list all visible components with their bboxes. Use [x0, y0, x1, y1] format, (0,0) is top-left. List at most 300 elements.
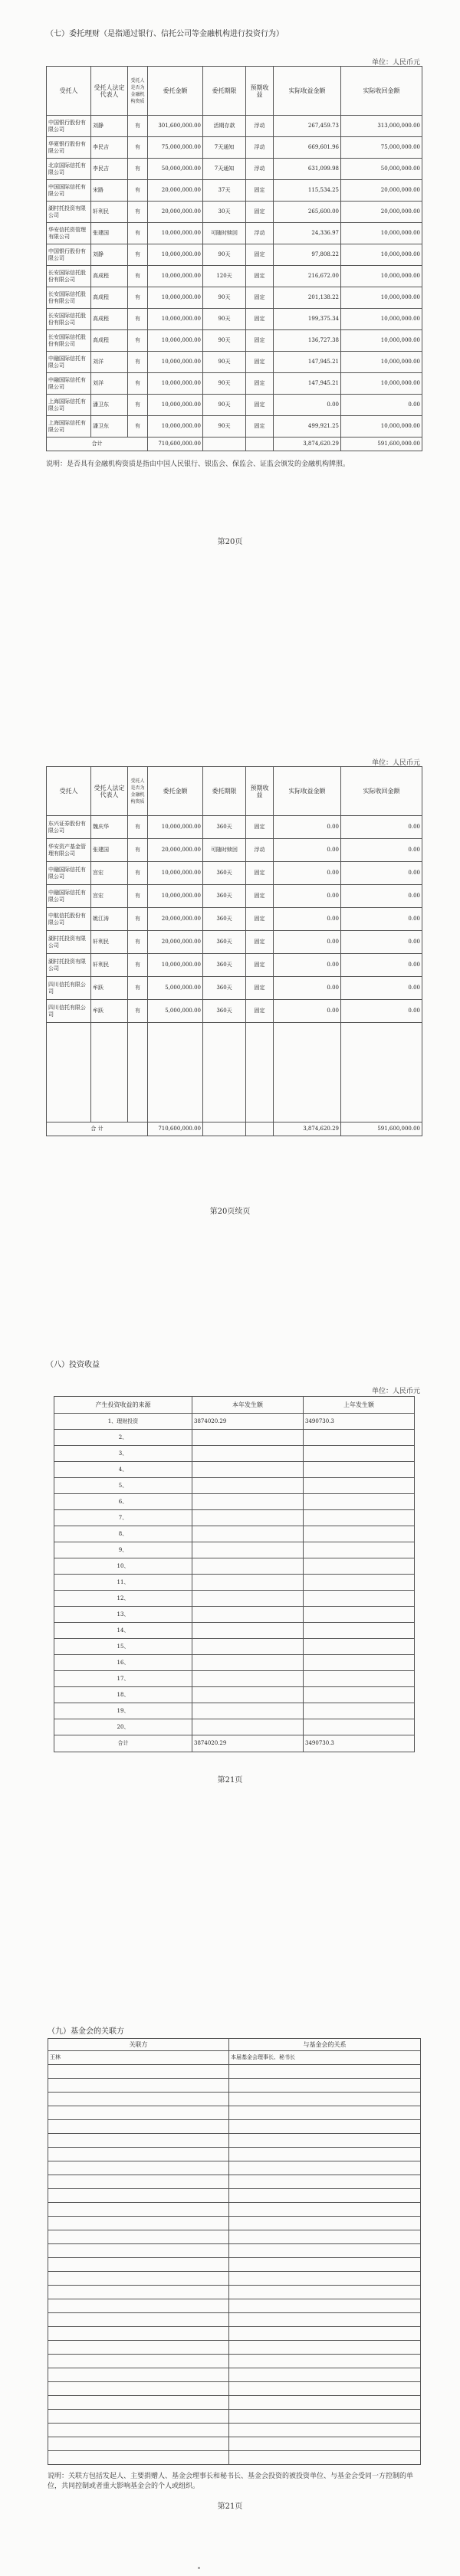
- cell-src: 5、: [54, 1478, 192, 1494]
- cell-term: 360天: [203, 862, 246, 885]
- cell-fin: 有: [128, 373, 148, 395]
- empty-cell: [229, 2120, 421, 2134]
- cell-recovered: 10,000,000.00: [341, 330, 422, 352]
- cell-recovered: 20,000,000.00: [341, 180, 422, 202]
- cell-term: 37天: [203, 180, 246, 202]
- table-row: [54, 1478, 415, 1494]
- empty-cell: [48, 2093, 229, 2106]
- cell-cur: [192, 1703, 304, 1719]
- empty-row: [48, 2065, 421, 2079]
- empty-row: [48, 2299, 421, 2313]
- cell-amount: 10,000,000.00: [148, 352, 203, 373]
- col-header: 委托金额: [148, 67, 203, 116]
- cell-cur: [192, 1526, 304, 1542]
- empty-cell: [229, 2106, 421, 2120]
- cell-recovered: 0.00: [341, 954, 422, 977]
- empty-row: [48, 2230, 421, 2244]
- cell-cur: [192, 1478, 304, 1494]
- cell-src: 18、: [54, 1687, 192, 1703]
- empty-cell: [229, 2368, 421, 2382]
- page-number: 第20页续页: [209, 1208, 251, 1216]
- col-header: 预期收益: [246, 67, 274, 116]
- cell-src: 8、: [54, 1526, 192, 1542]
- empty-cell: [48, 2410, 229, 2424]
- empty-cell: [229, 2244, 421, 2258]
- col-header: 受托人是否为金融机构资质: [128, 767, 148, 816]
- total-recovered: 591,600,000.00: [341, 438, 422, 451]
- table-row: [54, 1542, 415, 1558]
- cell-recovered: 0.00: [341, 862, 422, 885]
- cell-prev: [304, 1446, 415, 1462]
- cell-term: 360天: [203, 931, 246, 954]
- unit-label: 单位：人民币元: [371, 759, 420, 767]
- empty-cell: [229, 2286, 421, 2299]
- empty-cell: [229, 2382, 421, 2396]
- empty-cell: [229, 2327, 421, 2341]
- empty-cell: [48, 2299, 229, 2313]
- cell-fin: 有: [128, 977, 148, 1000]
- cell-prev: [304, 1639, 415, 1655]
- cell-type: 浮动: [246, 839, 274, 862]
- cell-gain: 0.00: [274, 862, 341, 885]
- cell-cur: [192, 1671, 304, 1687]
- cell-prev: [304, 1703, 415, 1719]
- cell-prev: [304, 1671, 415, 1687]
- cell-type: 固定: [246, 954, 274, 977]
- page-20-continued: [0, 613, 460, 1264]
- table-body: [47, 816, 422, 1023]
- cell-rep: 魏庆华: [91, 816, 128, 839]
- empty-row: [48, 2161, 421, 2175]
- total-label: 合计: [47, 438, 148, 451]
- cell-recovered: 10,000,000.00: [341, 223, 422, 244]
- cell-src: 19、: [54, 1703, 192, 1719]
- cell-recovered: 50,000,000.00: [341, 159, 422, 180]
- cell-amount: 5,000,000.00: [148, 1000, 203, 1023]
- col-header: 实际收益金额: [274, 67, 341, 116]
- cell-cur: [192, 1510, 304, 1526]
- cell-type: 固定: [246, 862, 274, 885]
- cell-term: 可随时赎回: [203, 839, 246, 862]
- empty-cell: [229, 2410, 421, 2424]
- cell-rep: 刘洋: [91, 373, 128, 395]
- cell-cur: [192, 1623, 304, 1639]
- cell-fin: 有: [128, 1000, 148, 1023]
- cell-src: 10、: [54, 1558, 192, 1575]
- empty-row: [48, 2424, 421, 2437]
- cell-recovered: 313,000,000.00: [341, 116, 422, 137]
- cell-type: 固定: [246, 330, 274, 352]
- empty-row: [48, 2368, 421, 2382]
- page-number: 第21页: [217, 2502, 243, 2511]
- cell-rep: 轩利民: [91, 954, 128, 977]
- cell-rep: 宋路: [91, 180, 128, 202]
- cell-gain: 199,375.34: [274, 309, 341, 330]
- cell-type: 固定: [246, 395, 274, 416]
- empty-cell: [48, 2327, 229, 2341]
- cell-type: 浮动: [246, 159, 274, 180]
- cell-type: 固定: [246, 885, 274, 908]
- cell-rep: 牟跃: [91, 1000, 128, 1023]
- cell-src: 16、: [54, 1655, 192, 1671]
- total-amount: 710,600,000.00: [148, 438, 203, 451]
- empty-cell: [48, 2437, 229, 2451]
- cell-rep: 姚江涛: [91, 908, 128, 931]
- page-20: [0, 0, 460, 613]
- cell-fin: 有: [128, 159, 148, 180]
- cell-term: 可随时赎回: [203, 223, 246, 244]
- table-row: [47, 309, 422, 330]
- empty-row: [48, 2244, 421, 2258]
- empty-cell: [48, 2189, 229, 2203]
- cell-fin: 有: [128, 266, 148, 287]
- empty-cell: [229, 2272, 421, 2286]
- table-row: [48, 2051, 421, 2065]
- cell-prev: [304, 1719, 415, 1735]
- cell-prev: [304, 1687, 415, 1703]
- cell-rep: 刘洋: [91, 352, 128, 373]
- empty-row: [48, 2203, 421, 2217]
- table-row: [47, 1000, 422, 1023]
- page-number: 第20页: [217, 538, 243, 546]
- cell-type: 固定: [246, 352, 274, 373]
- cell-trustee: 中国银行股份有限公司: [47, 244, 91, 266]
- page-21-related-parties: [0, 1954, 460, 2576]
- cell-src: 17、: [54, 1671, 192, 1687]
- cell-cur: [192, 1430, 304, 1446]
- cell-amount: 10,000,000.00: [148, 395, 203, 416]
- cell-gain: 267,459.73: [274, 116, 341, 137]
- cell-fin: 有: [128, 954, 148, 977]
- cell-gain: 201,138.22: [274, 287, 341, 309]
- table-row: [54, 1446, 415, 1462]
- cell-gain: 0.00: [274, 816, 341, 839]
- cell-term: 活期存款: [203, 116, 246, 137]
- cell-rep: 刘静: [91, 244, 128, 266]
- table-row: [47, 373, 422, 395]
- cell-rep: 李民吉: [91, 159, 128, 180]
- cell-rep: 潘卫东: [91, 395, 128, 416]
- cell-gain: 0.00: [274, 908, 341, 931]
- cell-trustee: 上海国际信托有限公司: [47, 395, 91, 416]
- cell-gain: 0.00: [274, 885, 341, 908]
- table-row: [47, 977, 422, 1000]
- cell-rep: 轩利民: [91, 931, 128, 954]
- empty-cell: [48, 2396, 229, 2410]
- cell-fin: 有: [128, 309, 148, 330]
- cell-fin: 有: [128, 416, 148, 438]
- cell-amount: 75,000,000.00: [148, 137, 203, 159]
- cell-recovered: 10,000,000.00: [341, 244, 422, 266]
- page-number: 第21页: [217, 1776, 243, 1785]
- qualification-note: 说明：是否具有金融机构资质是指由中国人民银行、银监会、保监会、证监会颁发的金融机构牌照。: [46, 460, 350, 468]
- empty-cell: [229, 2093, 421, 2106]
- cell-cur: [192, 1639, 304, 1655]
- col-header: 本年发生额: [192, 1397, 304, 1414]
- cell-cur: [192, 1687, 304, 1703]
- col-header: 受托人: [47, 767, 91, 816]
- table-row: [47, 931, 422, 954]
- cell-trustee: 长安国际信托股份有限公司: [47, 309, 91, 330]
- empty-row: [48, 2286, 421, 2299]
- table-row: [54, 1462, 415, 1478]
- table-body: [47, 116, 422, 438]
- cell-amount: 10,000,000.00: [148, 266, 203, 287]
- cell-fin: 有: [128, 352, 148, 373]
- cell-src: 9、: [54, 1542, 192, 1558]
- cell-gain: 115,534.25: [274, 180, 341, 202]
- empty-row: [48, 2313, 421, 2327]
- cell-cur: [192, 1655, 304, 1671]
- cell-recovered: 0.00: [341, 1000, 422, 1023]
- cell-rep: 潘卫东: [91, 416, 128, 438]
- cell-gain: 0.00: [274, 977, 341, 1000]
- empty-row: [48, 2189, 421, 2203]
- table-row: [47, 839, 422, 862]
- cell-amount: 10,000,000.00: [148, 816, 203, 839]
- empty-cell: [229, 2230, 421, 2244]
- related-party: 王林: [48, 2051, 229, 2065]
- empty-cell: [229, 2451, 421, 2465]
- cell-fin: 有: [128, 180, 148, 202]
- cell-trustee: 华夏银行股份有限公司: [47, 137, 91, 159]
- cell-recovered: 10,000,000.00: [341, 266, 422, 287]
- cell-type: 固定: [246, 287, 274, 309]
- table-body: [54, 1414, 415, 1735]
- cell-prev: [304, 1607, 415, 1623]
- empty-cell: [229, 2079, 421, 2093]
- table-row: [54, 1655, 415, 1671]
- col-header: 委托期限: [203, 767, 246, 816]
- cell-term: 120天: [203, 266, 246, 287]
- table-row: [54, 1719, 415, 1735]
- empty-row: [48, 2341, 421, 2355]
- cell-cur: 3874020.29: [192, 1414, 304, 1430]
- table-row: [54, 1591, 415, 1607]
- cell-term: 360天: [203, 954, 246, 977]
- cell-cur: [192, 1446, 304, 1462]
- cell-type: 固定: [246, 977, 274, 1000]
- cell-type: 固定: [246, 931, 274, 954]
- col-header: 产生投资收益的来源: [54, 1397, 192, 1414]
- empty-row: [48, 2327, 421, 2341]
- empty-cell: [48, 2341, 229, 2355]
- cell-fin: 有: [128, 287, 148, 309]
- page-21-investment-income: [0, 1264, 460, 1954]
- cell-fin: 有: [128, 862, 148, 885]
- col-header: 委托金额: [148, 767, 203, 816]
- empty-cell: [48, 2244, 229, 2258]
- cell-type: 浮动: [246, 116, 274, 137]
- cell-term: 90天: [203, 309, 246, 330]
- cell-rep: 刘静: [91, 116, 128, 137]
- table-row: [54, 1526, 415, 1542]
- cell-prev: [304, 1655, 415, 1671]
- cell-cur: [192, 1591, 304, 1607]
- table-row: [54, 1558, 415, 1575]
- cell-amount: 301,600,000.00: [148, 116, 203, 137]
- cell-trustee: 湖村托投资有限公司: [47, 931, 91, 954]
- empty-row: [48, 2106, 421, 2120]
- cell-gain: 136,727.38: [274, 330, 341, 352]
- cell-src: 7、: [54, 1510, 192, 1526]
- cell-cur: [192, 1719, 304, 1735]
- cell-prev: [304, 1623, 415, 1639]
- cell-amount: 20,000,000.00: [148, 202, 203, 223]
- cell-amount: 20,000,000.00: [148, 180, 203, 202]
- cell-rep: 宫宏: [91, 885, 128, 908]
- cell-recovered: 0.00: [341, 977, 422, 1000]
- cell-recovered: 0.00: [341, 395, 422, 416]
- empty-cell: [48, 2272, 229, 2286]
- cell-recovered: 0.00: [341, 885, 422, 908]
- col-header: 受托人法定代表人: [91, 67, 128, 116]
- cell-recovered: 10,000,000.00: [341, 287, 422, 309]
- cell-amount: 20,000,000.00: [148, 839, 203, 862]
- cell-gain: 216,672.00: [274, 266, 341, 287]
- cell-trustee: 东兴证券股份有限公司: [47, 816, 91, 839]
- table-row: [47, 223, 422, 244]
- empty-cell: [229, 2355, 421, 2368]
- cell-src: 2、: [54, 1430, 192, 1446]
- cell-trustee: 中融国际信托有限公司: [47, 352, 91, 373]
- section-8-heading: （八）投资收益: [46, 1361, 100, 1369]
- empty-cell: [48, 2134, 229, 2148]
- cell-type: 固定: [246, 908, 274, 931]
- cell-gain: 265,600.00: [274, 202, 341, 223]
- cell-src: 6、: [54, 1494, 192, 1510]
- cell-prev: 3490730.3: [304, 1414, 415, 1430]
- col-header: 实际收回金额: [341, 767, 422, 816]
- table-header: [48, 2039, 421, 2051]
- cell-trustee: 中国银行股份有限公司: [47, 116, 91, 137]
- table-row: [47, 395, 422, 416]
- cell-amount: 50,000,000.00: [148, 159, 203, 180]
- cell-prev: [304, 1558, 415, 1575]
- cell-rep: 张建国: [91, 223, 128, 244]
- total-recovered: 591,600,000.00: [341, 1122, 422, 1136]
- total-row: [54, 1735, 415, 1752]
- cell-recovered: 0.00: [341, 839, 422, 862]
- total-current: 3874020.29: [192, 1735, 304, 1752]
- cell-cur: [192, 1558, 304, 1575]
- cell-rep: 李民吉: [91, 137, 128, 159]
- empty-cell: [229, 2424, 421, 2437]
- table-row: [47, 287, 422, 309]
- empty-row: [48, 2355, 421, 2368]
- cell-prev: [304, 1430, 415, 1446]
- cell-prev: [304, 1526, 415, 1542]
- cell-gain: 499,921.25: [274, 416, 341, 438]
- cell-src: 15、: [54, 1639, 192, 1655]
- cell-fin: 有: [128, 816, 148, 839]
- table-row: [54, 1494, 415, 1510]
- empty-cell: [229, 2134, 421, 2148]
- cell-term: 90天: [203, 287, 246, 309]
- cell-fin: 有: [128, 885, 148, 908]
- cell-recovered: 10,000,000.00: [341, 309, 422, 330]
- cell-src: 14、: [54, 1623, 192, 1639]
- cell-rep: 张建国: [91, 839, 128, 862]
- cell-recovered: 0.00: [341, 931, 422, 954]
- col-header: 上年发生额: [304, 1397, 415, 1414]
- table-header: [47, 767, 422, 816]
- total-label: 合计: [54, 1735, 192, 1752]
- cell-trustee: 中国国际信托有限公司: [47, 180, 91, 202]
- empty-row: [48, 2258, 421, 2272]
- empty-row: [48, 2093, 421, 2106]
- table-row: [54, 1687, 415, 1703]
- related-parties-table: [48, 2038, 421, 2465]
- cell-cur: [192, 1542, 304, 1558]
- cell-gain: 147,945.21: [274, 373, 341, 395]
- empty-cell: [229, 2341, 421, 2355]
- cell-fin: 有: [128, 137, 148, 159]
- table-row: [54, 1430, 415, 1446]
- cell-trustee: 中融国际信托有限公司: [47, 885, 91, 908]
- table-row: [47, 180, 422, 202]
- cell-cur: [192, 1607, 304, 1623]
- empty-cell: [48, 2120, 229, 2134]
- col-header: 受托人: [47, 67, 91, 116]
- cell-gain: 631,099.98: [274, 159, 341, 180]
- empty-row: [48, 2148, 421, 2161]
- unit-label: 单位：人民币元: [371, 59, 420, 67]
- cell-gain: 24,336.97: [274, 223, 341, 244]
- empty-row: [48, 2451, 421, 2465]
- empty-cell: [48, 2161, 229, 2175]
- cell-trustee: 长安国际信托股份有限公司: [47, 287, 91, 309]
- table-row: [54, 1703, 415, 1719]
- empty-cell: [229, 2161, 421, 2175]
- total-previous: 3490730.3: [304, 1735, 415, 1752]
- empty-cell: [48, 2258, 229, 2272]
- cell-gain: 0.00: [274, 954, 341, 977]
- col-header: 与基金会的关系: [229, 2039, 421, 2051]
- cell-recovered: 10,000,000.00: [341, 352, 422, 373]
- empty-cell: [48, 2079, 229, 2093]
- cell-prev: [304, 1494, 415, 1510]
- cell-gain: 0.00: [274, 395, 341, 416]
- empty-row: [48, 2396, 421, 2410]
- cell-term: 30天: [203, 202, 246, 223]
- cell-rep: 轩利民: [91, 202, 128, 223]
- empty-cell: [229, 2396, 421, 2410]
- cell-rep: 高成程: [91, 309, 128, 330]
- table-row: [47, 352, 422, 373]
- table-row: [47, 416, 422, 438]
- cell-src: 1、理财投资: [54, 1414, 192, 1430]
- table-row: [47, 862, 422, 885]
- cell-recovered: 0.00: [341, 816, 422, 839]
- empty-cell: [229, 2189, 421, 2203]
- cell-trustee: 华安资产基金管理有限公司: [47, 839, 91, 862]
- cell-fin: 有: [128, 395, 148, 416]
- cell-amount: 10,000,000.00: [148, 954, 203, 977]
- cell-type: 固定: [246, 816, 274, 839]
- cell-fin: 有: [128, 244, 148, 266]
- col-header: 关联方: [48, 2039, 229, 2051]
- cell-amount: 10,000,000.00: [148, 862, 203, 885]
- table-row: [54, 1623, 415, 1639]
- empty-cell: [229, 2175, 421, 2189]
- empty-row: [48, 2272, 421, 2286]
- cell-trustee: 中融国际信托有限公司: [47, 862, 91, 885]
- col-header: 预期收益: [246, 767, 274, 816]
- empty-cell: [48, 2313, 229, 2327]
- cell-term: 90天: [203, 244, 246, 266]
- cell-type: 固定: [246, 373, 274, 395]
